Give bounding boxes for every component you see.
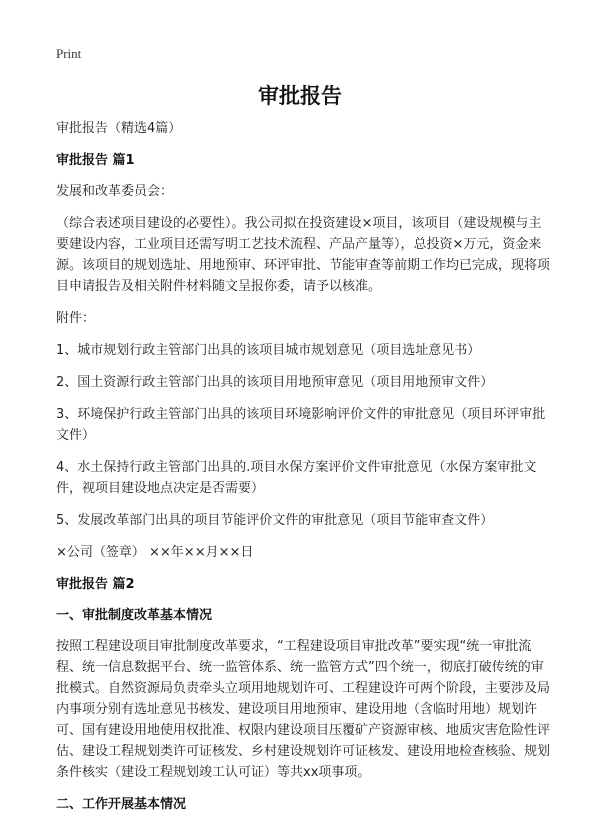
print-label[interactable]: Print xyxy=(56,46,82,61)
attachment-item-4: 4、水土保持行政主管部门出具的.项目水保方案评价文件审批意见（水保方案审批文件，视项目建设地点决定是否需要） xyxy=(56,460,537,496)
article1-salutation: 发展和改革委员会： xyxy=(56,184,174,199)
document-title: 审批报告 xyxy=(258,84,342,108)
section2-heading: 二、工作开展基本情况 xyxy=(56,797,187,812)
section1-heading: 一、审批制度改革基本情况 xyxy=(56,608,213,623)
document-subtitle: 审批报告（精选4篇） xyxy=(56,121,182,136)
article1-body: （综合表述项目建设的必要性）。我公司拟在投资建设×项目，该项目（建设规模与主要建设内容，工业项目还需写明工艺技术流程、产品产量等），总投资×万元，资金来源。该项目的规划选址、用地预审、环评审批、节能审查等前期工作均已完成，现将项目申请报告及相关附件材料随文呈报你委，请予以核准。 xyxy=(56,216,551,294)
attachments-label: 附件： xyxy=(56,311,96,326)
attachment-item-3: 3、环境保护行政主管部门出具的该项目环境影响评价文件的审批意见（项目环评审批文件） xyxy=(56,407,546,443)
attachment-item-5: 5、发展改革部门出具的项目节能评价文件的审批意见（项目节能审查文件） xyxy=(56,513,494,528)
document-content xyxy=(56,118,554,825)
signature-line: ×公司（签章） ××年××月××日 xyxy=(56,545,254,560)
attachment-item-2: 2、国土资源行政主管部门出具的该项目用地预审意见（项目用地预审文件） xyxy=(56,375,494,390)
attachment-item-1: 1、城市规划行政主管部门出具的该项目城市规划意见（项目选址意见书） xyxy=(56,343,481,358)
article1-heading: 审批报告 篇1 xyxy=(56,153,135,168)
section1-body: 按照工程建设项目审批制度改革要求，“工程建设项目审批改革”要实现“统一审批流程、统一信息数据平台、统一监管体系、统一监管方式”四个统一，彻底打破传统的审批模式。自然资源局负责牵头立项用地规划许可、工程建设许可两个阶段，主要涉及局内事项分别有选址意见书核发、建设项目用地预审、建设用地（含临时用地）规划许可、国有建设用地使用权批准、权限内建设项目压覆矿产资源审核、地质灾害危险性评估、建设工程规划类许可证核发、乡村建设规划许可证核发、建设用地检查核验、规划条件核实（建设工程规划竣工认可证）等共xx项事项。 xyxy=(56,639,551,780)
article2-heading: 审批报告 篇2 xyxy=(56,577,135,592)
